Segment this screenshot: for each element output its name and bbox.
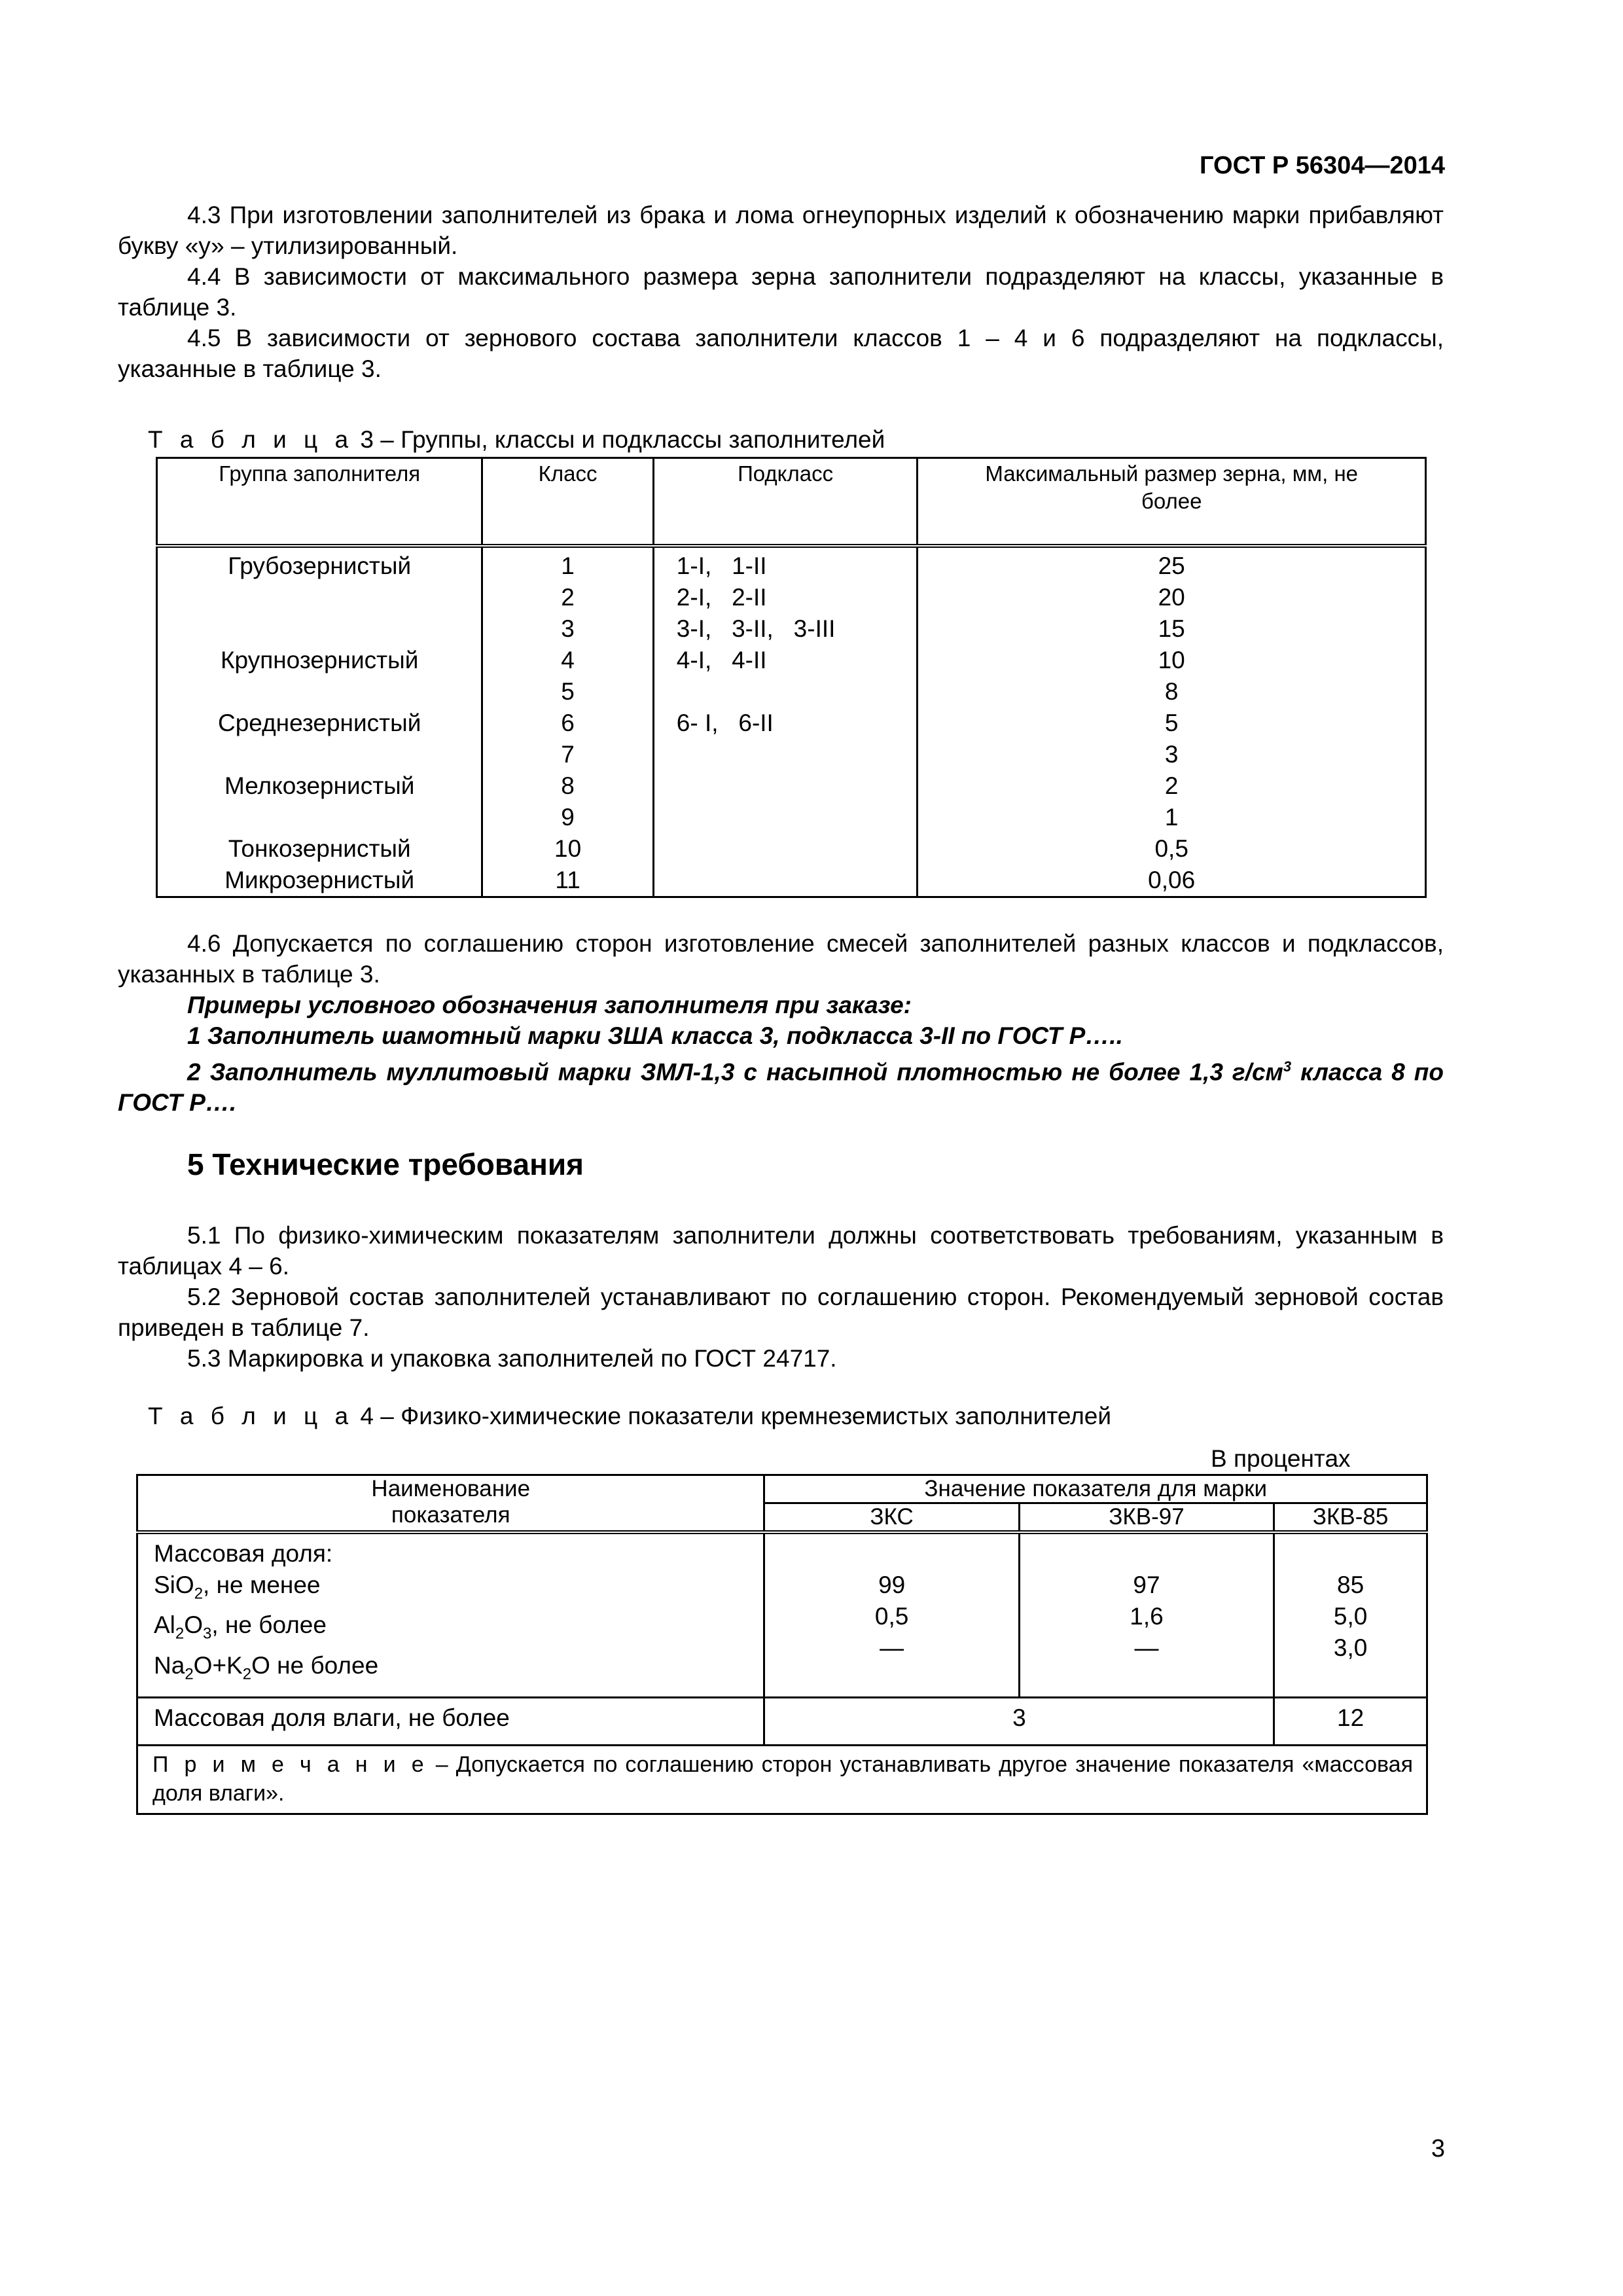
- sio2-suffix: , не менее: [203, 1571, 321, 1598]
- note-prefix: П р и м е ч а н и е: [152, 1752, 428, 1778]
- table4-row-mass-fraction: [137, 1532, 1427, 1698]
- paragraph-5-1: 5.1 По физико-химическим показателям заполнители должны соответствовать требованиям, указанным в таблицах 4 – 6.: [118, 1222, 1444, 1280]
- table3-row: [157, 770, 1426, 802]
- table3-cell-group: [157, 739, 482, 770]
- table3-cell-subclass: [653, 802, 918, 833]
- table3-cell-class: 11: [482, 865, 653, 897]
- sio2-formula: SiO: [154, 1571, 194, 1598]
- table3-cell-max-size: 8: [918, 676, 1426, 708]
- moisture-value-merged: 3: [764, 1698, 1274, 1746]
- table4-caption-prefix: Т а б л и ц а: [148, 1403, 354, 1429]
- section-5-title: 5 Технические требования: [187, 1147, 584, 1181]
- table4-row-moisture: [137, 1698, 1427, 1746]
- table3-cell-class: 7: [482, 739, 653, 770]
- table3-cell-subclass: 1-I, 1-II: [653, 546, 918, 582]
- table3-cell-max-size: 5: [918, 708, 1426, 739]
- table3-cell-group: Тонкозернистый: [228, 835, 411, 862]
- table3-cell-max-size: 20: [918, 582, 1426, 613]
- table3-cell-max-size: 10: [918, 645, 1426, 676]
- moisture-value-zkv85: 12: [1274, 1698, 1427, 1746]
- table3-cell-subclass: [653, 770, 918, 802]
- table3-cell-class: 5: [482, 676, 653, 708]
- table3-cell-class: 8: [482, 770, 653, 802]
- table4-caption-text: 4 – Физико-химические показатели кремнеземистых заполнителей: [353, 1403, 1112, 1429]
- table3-row: [157, 582, 1426, 613]
- na2o-s1: 2: [185, 1665, 194, 1683]
- table3-cell-class: 2: [482, 582, 653, 613]
- na2o-f3: O не более: [251, 1651, 379, 1679]
- table3-header-max-size: Максимальный размер зерна, мм, не более: [918, 458, 1426, 547]
- paragraph-4-6: 4.6 Допускается по соглашению сторон изготовление смесей заполнителей разных классов и подклассов, указанных в таблице 3.: [118, 930, 1444, 988]
- table3-row: [157, 739, 1426, 770]
- table4-values-zkv97: [1019, 1532, 1274, 1698]
- table3-cell-subclass: [653, 739, 918, 770]
- examples-title: Примеры условного обозначения заполнителя при заказе:: [187, 992, 912, 1018]
- paragraph-4-5: 4.5 В зависимости от зернового состава заполнители классов 1 – 4 и 6 подразделяют на подклассы, указанные в таблице 3.: [118, 325, 1444, 382]
- al2o3-zkv85: 5,0: [1333, 1603, 1368, 1630]
- table3-header-class: Класс: [482, 458, 653, 547]
- table3-cell-max-size: 15: [918, 613, 1426, 645]
- al2o3-s2: 3: [203, 1624, 212, 1643]
- table4-header-row-1: [137, 1475, 1427, 1503]
- table4-header-name: [137, 1475, 764, 1533]
- note-text: – Допускается по соглашению сторон устанавливать другое значение показателя «массовая доля влаги».: [152, 1752, 1413, 1806]
- paragraph-5-2: 5.2 Зерновой состав заполнителей устанавливают по соглашению сторон. Рекомендуемый зерновой состав приведен в таблице 7.: [118, 1283, 1444, 1341]
- na2o-zkv97: —: [1134, 1634, 1159, 1661]
- table3-caption-text: 3 – Группы, классы и подклассы заполнителей: [353, 426, 885, 453]
- table3-cell-subclass: [653, 865, 918, 897]
- table3-cell-max-size: 0,06: [918, 865, 1426, 897]
- table3-header-row: [157, 458, 1426, 547]
- table3-cell-group: Крупнозернистый: [221, 647, 419, 673]
- table3-cell-group: Микрозернистый: [224, 867, 415, 893]
- table3-cell-class: 9: [482, 802, 653, 833]
- table3-cell-group: Грубозернистый: [228, 552, 412, 579]
- table3-cell-group: [157, 802, 482, 833]
- table4-header-name-line1: Наименование: [371, 1476, 531, 1501]
- table3-cell-max-size: 2: [918, 770, 1426, 802]
- table4-mass-fraction-labels: [137, 1532, 764, 1698]
- example-2-superscript: 3: [1283, 1058, 1292, 1075]
- table4-header-mark-zkv85: ЗКВ-85: [1274, 1503, 1427, 1533]
- table3-row: [157, 708, 1426, 739]
- na2o-s2: 2: [242, 1665, 252, 1683]
- table3-cell-max-size: 3: [918, 739, 1426, 770]
- table3-row: [157, 676, 1426, 708]
- table4-values-zks: [764, 1532, 1019, 1698]
- al2o3-f2: O: [184, 1611, 204, 1639]
- sio2-zkv85: 85: [1337, 1571, 1364, 1598]
- table4-header-value: Значение показателя для марки: [764, 1475, 1427, 1503]
- table3-cell-subclass: 3-I, 3-II, 3-III: [653, 613, 918, 645]
- table3-header-subclass: Подкласс: [653, 458, 918, 547]
- table3-cell-group: Среднезернистый: [218, 709, 421, 736]
- table3-cell-group: [157, 613, 482, 645]
- table3-cell-max-size: 1: [918, 802, 1426, 833]
- table-4: [136, 1474, 1428, 1815]
- table3-cell-class: 4: [482, 645, 653, 676]
- moisture-label: Массовая доля влаги, не более: [137, 1698, 764, 1746]
- table3-cell-subclass: [653, 676, 918, 708]
- al2o3-s1: 2: [175, 1624, 185, 1643]
- table3-cell-subclass: [653, 833, 918, 865]
- table3-row: [157, 613, 1426, 645]
- table4-header-mark-zkv97: ЗКВ-97: [1019, 1503, 1274, 1533]
- table3-row: [157, 802, 1426, 833]
- intro-paragraphs: [118, 200, 1444, 384]
- document-code: ГОСТ Р 56304—2014: [1200, 152, 1445, 179]
- table3-cell-class: 3: [482, 613, 653, 645]
- table3-caption: [148, 425, 885, 454]
- example-2: [118, 1051, 1444, 1118]
- table4-caption: [148, 1402, 1111, 1431]
- na2o-f2: O+K: [193, 1651, 243, 1679]
- na2o-zkv85: 3,0: [1333, 1634, 1368, 1661]
- sio2-zkv97: 97: [1133, 1571, 1160, 1598]
- paragraph-4-3: 4.3 При изготовлении заполнителей из брака и лома огнеупорных изделий к обозначению марки прибавляют букву «у» – утилизированный.: [118, 202, 1444, 259]
- table3-cell-class: 6: [482, 708, 653, 739]
- al2o3-label: [154, 1609, 763, 1649]
- na2o-zks: —: [880, 1634, 904, 1661]
- example-2-text: 2 Заполнитель муллитовый марки ЗМЛ-1,3 с насыпной плотностью не более 1,3 г/см: [187, 1058, 1283, 1086]
- table3-cell-subclass: 2-I, 2-II: [653, 582, 918, 613]
- al2o3-suffix: , не более: [211, 1611, 327, 1639]
- table3-cell-group: [157, 582, 482, 613]
- sio2-label: [154, 1570, 763, 1609]
- table4-note: [137, 1746, 1427, 1814]
- table3-cell-subclass: 4-I, 4-II: [653, 645, 918, 676]
- section-5-paragraphs: [118, 1220, 1444, 1374]
- paragraph-5-3: 5.3 Маркировка и упаковка заполнителей по ГОСТ 24717.: [187, 1345, 837, 1372]
- na2o-label: [154, 1650, 763, 1690]
- sio2-subscript: 2: [194, 1585, 204, 1603]
- table3-header-group: Группа заполнителя: [157, 458, 482, 547]
- table3-cell-class: 10: [482, 833, 653, 865]
- table3-row: [157, 865, 1426, 897]
- al2o3-zks: 0,5: [874, 1603, 909, 1630]
- sio2-zks: 99: [878, 1571, 906, 1598]
- table3-cell-max-size: 25: [918, 546, 1426, 582]
- table3-cell-max-size: 0,5: [918, 833, 1426, 865]
- paragraph-4-4: 4.4 В зависимости от максимального размера зерна заполнители подразделяют на классы, указанные в таблице 3.: [118, 263, 1444, 321]
- table3-caption-prefix: Т а б л и ц а: [148, 426, 354, 453]
- page-number: 3: [1431, 2135, 1445, 2162]
- table4-units: В процентах: [1211, 1445, 1351, 1472]
- table4-header-mark-zks: ЗКС: [764, 1503, 1019, 1533]
- after-table3: [118, 928, 1444, 1118]
- mass-fraction-label: Массовая доля:: [154, 1540, 333, 1567]
- table3-cell-group: Мелкозернистый: [224, 772, 415, 799]
- table4-header-name-line2: показателя: [391, 1502, 510, 1528]
- table-3: [156, 457, 1427, 898]
- table3-row: [157, 645, 1426, 676]
- table3-row: [157, 546, 1426, 582]
- table4-note-row: [137, 1746, 1427, 1814]
- na2o-f1: Na: [154, 1651, 185, 1679]
- al2o3-f1: Al: [154, 1611, 175, 1639]
- table4-values-zkv85: [1274, 1532, 1427, 1698]
- table3-cell-group: [157, 676, 482, 708]
- table3-cell-subclass: 6- I, 6-II: [653, 708, 918, 739]
- table3-row: [157, 833, 1426, 865]
- table3-cell-class: 1: [482, 546, 653, 582]
- example-1: 1 Заполнитель шамотный марки ЗША класса 3, подкласса 3-II по ГОСТ Р…..: [187, 1022, 1123, 1049]
- example-2-tail: класса 8 по ГОСТ Р….: [118, 1058, 1444, 1117]
- al2o3-zkv97: 1,6: [1130, 1603, 1164, 1630]
